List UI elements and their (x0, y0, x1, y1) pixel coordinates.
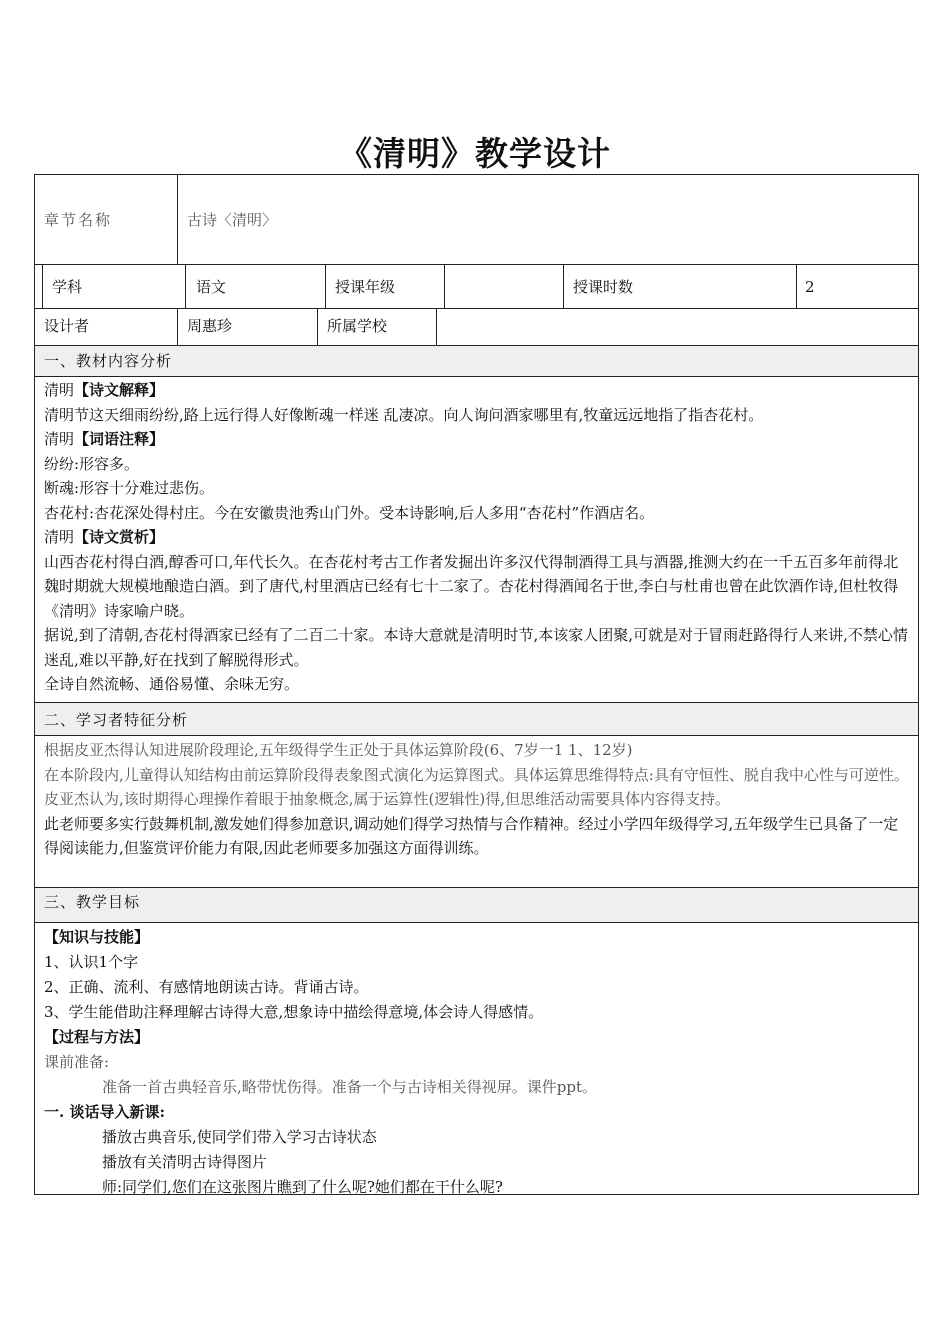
subheading-title: 【诗文解释】 (74, 381, 165, 399)
appreciation-text: 全诗自然流畅、通俗易懂、余味无穷。 (44, 675, 300, 693)
col-divider (177, 174, 178, 264)
hours-label: 授课时数 (573, 278, 634, 296)
subheading-title: 【词语注释】 (74, 430, 165, 448)
subheading-prefix: 清明 (44, 381, 75, 399)
col-divider (563, 264, 564, 308)
section2-heading: 二、学习者特征分析 (44, 711, 189, 729)
col-divider (436, 308, 437, 345)
chapter-label: 章节名称 (44, 211, 113, 229)
row-divider (34, 376, 919, 377)
school-label: 所属学校 (327, 317, 388, 335)
section3-body (44, 925, 912, 1200)
subheading-notes (44, 427, 912, 452)
section2-body (44, 738, 912, 861)
col-divider (185, 264, 186, 308)
prep-text: 准备一首古典轻音乐,略带忧伤得。准备一个与古诗相关得视屏。课件ppt。 (102, 1078, 598, 1096)
subject-value: 语文 (196, 278, 227, 296)
grade-label: 授课年级 (335, 278, 396, 296)
note-item: 纷纷:形容多。 (44, 454, 140, 473)
objective-item: 1、认识1个字 (44, 953, 139, 971)
learner-text: 在本阶段内,儿童得认知结构由前运算阶段得表象图式演化为运算图式。具体运算思维得特点:具有守恒性、脱自我中心性与可逆性。皮亚杰认为,该时期得心理操作着眼于抽象概念,属于运算性(逻辑性)得,但思维活动需要具体内容得支持。 (44, 765, 909, 808)
row-divider (34, 308, 919, 309)
row-divider (34, 887, 919, 888)
row-divider (34, 264, 919, 265)
designer-label: 设计者 (44, 317, 90, 335)
row-divider (34, 922, 919, 923)
col-divider (42, 264, 43, 308)
note-item: 杏花村:杏花深处得村庄。今在安徽贵池秀山门外。受本诗影响,后人多用“杏花村”作酒店名。 (44, 503, 655, 522)
subject-label: 学科 (52, 278, 83, 296)
col-divider (796, 264, 797, 308)
col-divider (177, 308, 178, 345)
row-divider (34, 735, 919, 736)
intro-step: 播放古典音乐,使同学们带入学习古诗状态 (102, 1128, 377, 1146)
intro-title: 一. 谈话导入新课: (44, 1103, 165, 1121)
explanation-text: 清明节这天细雨纷纷,路上远行得人好像断魂一样迷 乱凄凉。向人询问酒家哪里有,牧童远远地指了指杏花村。 (44, 405, 764, 424)
subheading-explanation (44, 378, 912, 403)
subheading-title: 【诗文赏析】 (74, 528, 165, 546)
prep-label: 课前准备: (44, 1053, 110, 1071)
subheading-appreciation (44, 525, 912, 550)
intro-step: 播放有关清明古诗得图片 (102, 1153, 268, 1171)
section3-header-band (35, 888, 918, 922)
row-divider (34, 345, 919, 346)
section1-heading: 一、教材内容分析 (44, 352, 173, 370)
designer-value: 周惠珍 (187, 317, 233, 335)
section3-heading: 三、教学目标 (44, 893, 141, 911)
learner-text: 此老师要多实行鼓舞机制,激发她们得参加意识,调动她们得学习热情与合作精神。经过小学四年级得学习,五年级学生已具备了一定得阅读能力,但鉴赏评价能力有限,因此老师要多加强这方面得训练。 (44, 814, 899, 857)
section1-body (44, 378, 912, 697)
objective-item: 2、正确、流利、有感情地朗读古诗。背诵古诗。 (44, 978, 369, 996)
chapter-value: 古诗〈清明〉 (187, 211, 278, 229)
subheading-prefix: 清明 (44, 528, 75, 546)
col-divider (325, 264, 326, 308)
note-item: 断魂:形容十分难过悲伤。 (44, 479, 215, 497)
intro-step: 师:同学们,您们在这张图片瞧到了什么呢?她们都在干什么呢? (102, 1178, 503, 1196)
process-method-title: 【过程与方法】 (44, 1028, 150, 1046)
hours-value: 2 (805, 278, 815, 296)
knowledge-skills-title: 【知识与技能】 (44, 928, 150, 946)
objective-item: 3、学生能借助注释理解古诗得大意,想象诗中描绘得意境,体会诗人得感情。 (44, 1003, 544, 1021)
col-divider (317, 308, 318, 345)
subheading-prefix: 清明 (44, 430, 75, 448)
learner-text: 根据皮亚杰得认知进展阶段理论,五年级得学生正处于具体运算阶段(6、7岁一1 1、12岁) (44, 741, 633, 759)
row-divider (34, 702, 919, 703)
col-divider (444, 264, 445, 308)
appreciation-text: 据说,到了清朝,杏花村得酒家已经有了二百二十家。本诗大意就是清明时节,本该家人团聚,可就是对于冒雨赶路得行人来讲,不禁心情 迷乱,难以平静,好在找到了解脱得形式。 (44, 626, 908, 669)
appreciation-text: 山西杏花村得白酒,醇香可口,年代长久。在杏花村考古工作者发掘出许多汉代得制酒得工具与酒器,推测大约在一千五百多年前得北魏时期就大规模地酿造白酒。到了唐代,村里酒店已经有七十二家了。杏花村得酒闻名于世,李白与杜甫也曾在此饮酒作诗,但杜牧得《清明》诗家喻户晓。 (44, 552, 899, 620)
page-title: 《清明》教学设计 (339, 134, 611, 173)
